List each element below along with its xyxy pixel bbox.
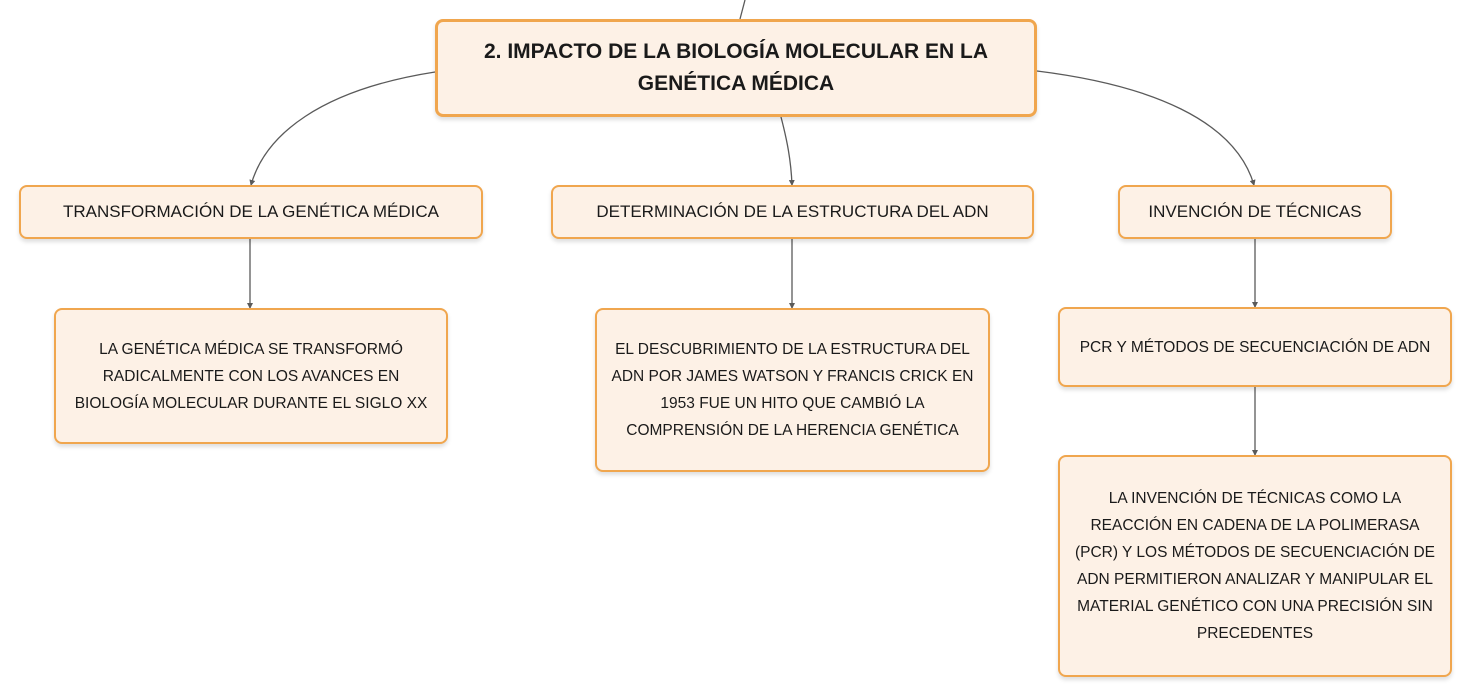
subdetail-node-tecnicas[interactable] bbox=[1058, 455, 1452, 677]
root-title: 2. IMPACTO DE LA BIOLOGÍA MOLECULAR EN LA GENÉTICA MÉDICA bbox=[484, 40, 988, 95]
detail-text: PCR Y MÉTODOS DE SECUENCIACIÓN DE ADN bbox=[1079, 338, 1431, 356]
detail-node-pcr[interactable] bbox=[1058, 307, 1452, 387]
root-node[interactable] bbox=[435, 19, 1037, 117]
detail-node-transformacion[interactable] bbox=[54, 308, 448, 444]
branch-node-determinacion[interactable] bbox=[551, 185, 1034, 239]
connector-parent-root bbox=[740, 0, 745, 19]
detail-text: EL DESCUBRIMIENTO DE LA ESTRUCTURA DEL ADN POR JAMES WATSON Y FRANCIS CRICK EN 1953 FUE UN HITO QUE CAMBIÓ LA COMPRENSIÓN DE LA HERENCIA GENÉTICA bbox=[611, 341, 974, 439]
detail-node-estructura-adn[interactable] bbox=[595, 308, 990, 472]
connector-root-branch-1 bbox=[251, 72, 435, 185]
connector-root-branch-2 bbox=[781, 117, 792, 185]
branch-label: INVENCIÓN DE TÉCNICAS bbox=[1148, 202, 1362, 221]
connector-root-branch-3 bbox=[1037, 71, 1254, 185]
branch-node-invencion[interactable] bbox=[1118, 185, 1392, 239]
detail-text: LA GENÉTICA MÉDICA SE TRANSFORMÓ RADICALMENTE CON LOS AVANCES EN BIOLOGÍA MOLECULAR DURANTE EL SIGLO XX bbox=[74, 340, 428, 412]
branch-label: TRANSFORMACIÓN DE LA GENÉTICA MÉDICA bbox=[63, 202, 439, 221]
branch-node-transformacion[interactable] bbox=[19, 185, 483, 239]
subdetail-text: LA INVENCIÓN DE TÉCNICAS COMO LA REACCIÓN EN CADENA DE LA POLIMERASA (PCR) Y LOS MÉTODOS DE SECUENCIACIÓN DE ADN PERMITIERON ANALIZAR Y MANIPULAR EL MATERIAL GENÉTICO CON UNA PRECISIÓN SIN PRECEDENTES bbox=[1074, 490, 1435, 642]
branch-label: DETERMINACIÓN DE LA ESTRUCTURA DEL ADN bbox=[596, 202, 989, 221]
